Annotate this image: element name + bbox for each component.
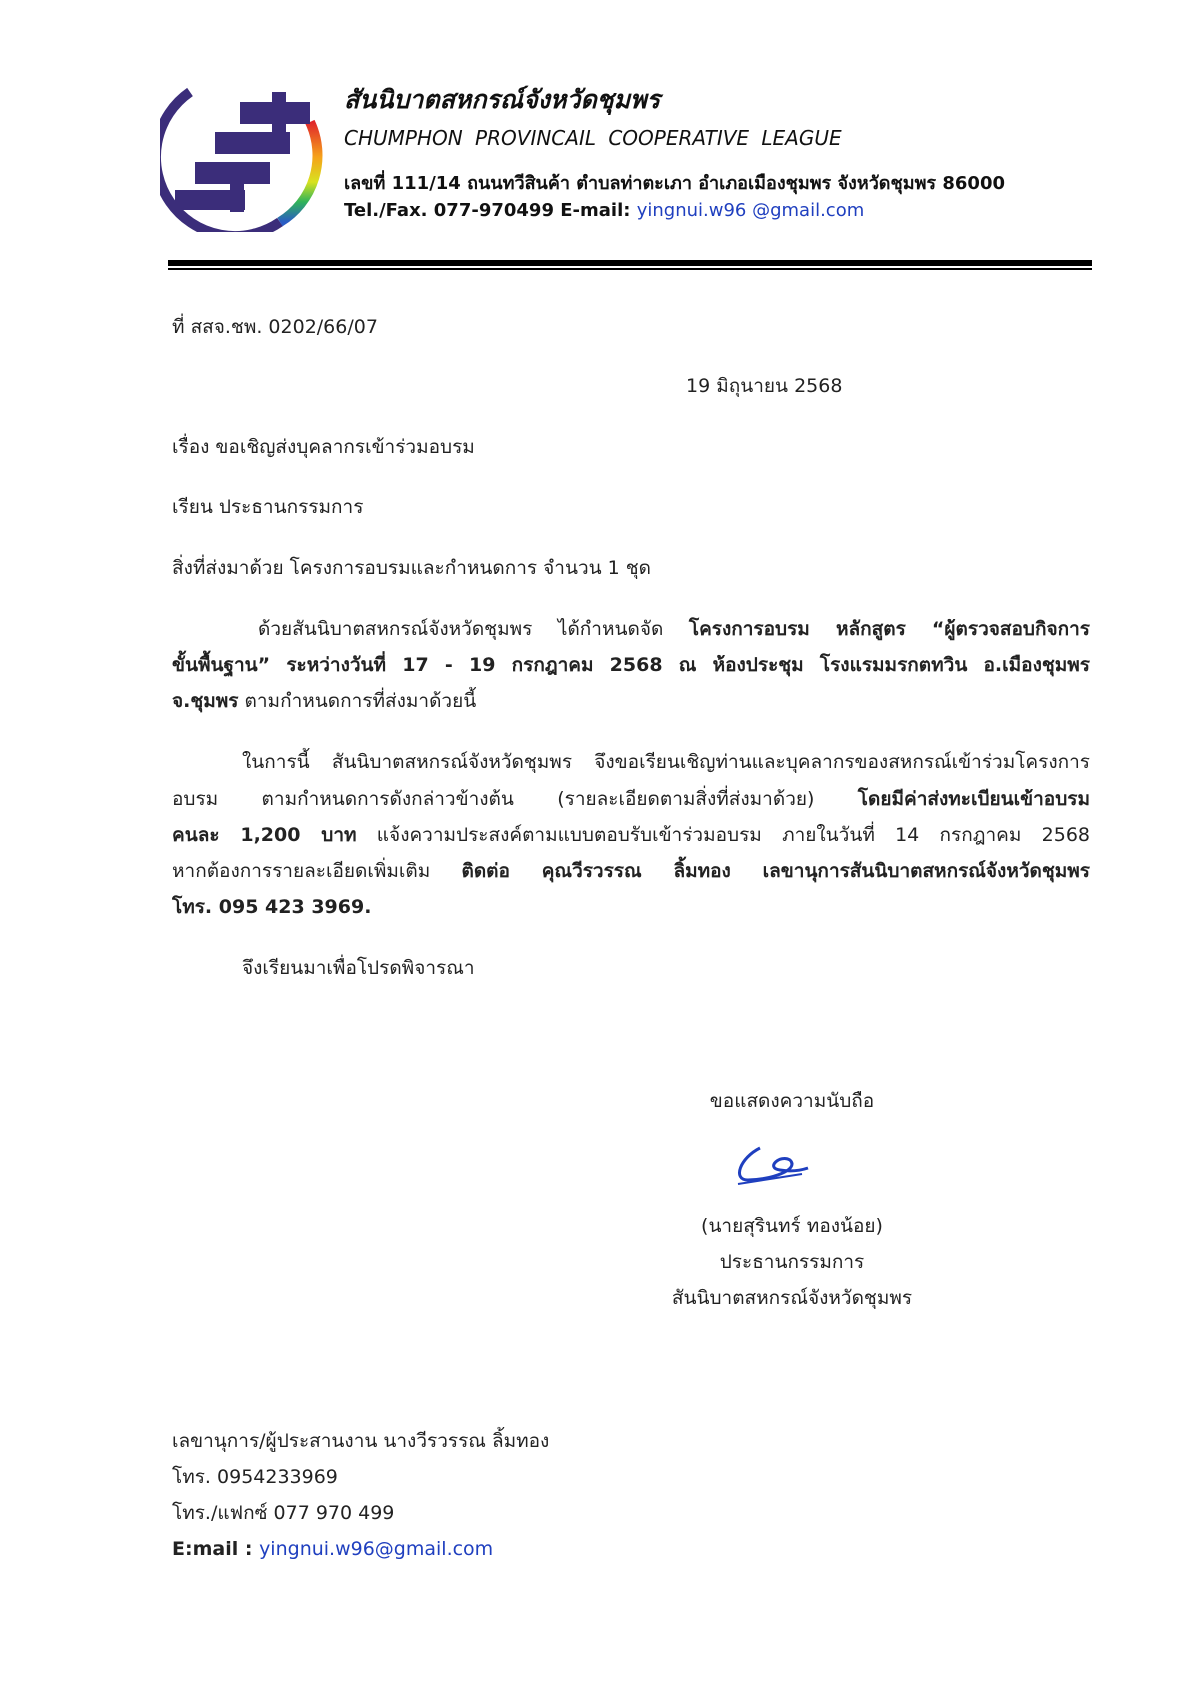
p2-phone: โทร. 095 423 3969. — [172, 896, 372, 918]
regards: ขอแสดงความนับถือ — [709, 1090, 875, 1112]
p1-bold: โครงการอบรม หลักสูตร “ผู้ตรวจสอบกิจการ — [688, 618, 1090, 640]
signer-title: ประธานกรรมการ — [719, 1251, 865, 1273]
letter-recipient: เรียน ประธานกรรมการ — [172, 496, 364, 518]
p2-line2-bold: โดยมีค่าส่งทะเบียนเข้าอบรม — [857, 788, 1090, 810]
p2-fee: คนละ 1,200 บาท — [172, 824, 357, 846]
coordinator-fax: โทร./แฟกซ์ 077 970 499 — [172, 1502, 395, 1524]
signer-organization: สันนิบาตสหกรณ์จังหวัดชุมพร — [671, 1287, 913, 1309]
organization-contact — [344, 200, 864, 221]
header-divider-thin — [168, 268, 1092, 270]
organization-name-english: CHUMPHON PROVINCAIL COOPERATIVE LEAGUE — [344, 126, 842, 150]
letter-date: 19 มิถุนายน 2568 — [686, 375, 843, 397]
coordinator-phone: โทร. 0954233969 — [172, 1466, 338, 1488]
p1-text-end: ตามกำหนดการที่ส่งมาด้วยนี้ — [238, 690, 477, 712]
signer-name: (นายสุรินทร์ ทองน้อย) — [701, 1215, 883, 1237]
footer-email-link[interactable]: yingnui.w96@gmail.com — [259, 1538, 494, 1560]
p2-line4-text: หากต้องการรายละเอียดเพิ่มเติม — [172, 860, 462, 882]
p1-bold-line2: ขั้นพื้นฐาน” ระหว่างวันที่ 17 - 19 กรกฎาคม 2568 ณ ห้องประชุม โรงแรมมรกตทวิน อ.เมืองชุมพร — [172, 654, 1090, 676]
p2-line2-text: อบรม ตามกำหนดการดังกล่าวข้างต้น (รายละเอียดตามสิ่งที่ส่งมาด้วย) — [172, 788, 858, 810]
organization-name-thai: สันนิบาตสหกรณ์จังหวัดชุมพร — [344, 85, 661, 114]
p2-contact: ติดต่อ คุณวีรวรรณ ลิ้มทอง เลขานุการสันนิบาตสหกรณ์จังหวัดชุมพร — [461, 860, 1090, 882]
header-email-link[interactable]: yingnui.w96 @gmail.com — [636, 200, 865, 221]
p1-bold-province: จ.ชุมพร — [172, 690, 239, 712]
p1-text: ด้วยสันนิบาตสหกรณ์จังหวัดชุมพร ได้กำหนดจัด — [258, 618, 689, 640]
p2-line1: ในการนี้ สันนิบาตสหกรณ์จังหวัดชุมพร จึงขอเรียนเชิญท่านและบุคลากรของสหกรณ์เข้าร่วมโครงการ — [242, 751, 1090, 773]
organization-logo — [160, 62, 330, 232]
reference-number: ที่ สสจ.ชพ. 0202/66/07 — [172, 316, 378, 338]
footer-email-label: E:mail : — [172, 1538, 260, 1560]
coordinator: เลขานุการ/ผู้ประสานงาน นางวีรวรรณ ลิ้มทอง — [172, 1430, 550, 1452]
p2-line3-text: แจ้งความประสงค์ตามแบบตอบรับเข้าร่วมอบรม ภายในวันที่ 14 กรกฎาคม 2568 — [356, 824, 1090, 846]
organization-address: เลขที่ 111/14 ถนนทวีสินค้า ตำบลท่าตะเภา อำเภอเมืองชุมพร จังหวัดชุมพร 86000 — [344, 173, 1005, 194]
header-divider-thick — [168, 260, 1092, 266]
signature — [730, 1140, 810, 1190]
tel-fax-label: Tel./Fax. 077-970499 E-mail: — [344, 200, 637, 221]
closing-line: จึงเรียนมาเพื่อโปรดพิจารณา — [242, 957, 475, 979]
letter-subject: เรื่อง ขอเชิญส่งบุคลากรเข้าร่วมอบรม — [172, 436, 475, 458]
letter-enclosure: สิ่งที่ส่งมาด้วย โครงการอบรมและกำหนดการ จำนวน 1 ชุด — [172, 557, 652, 579]
